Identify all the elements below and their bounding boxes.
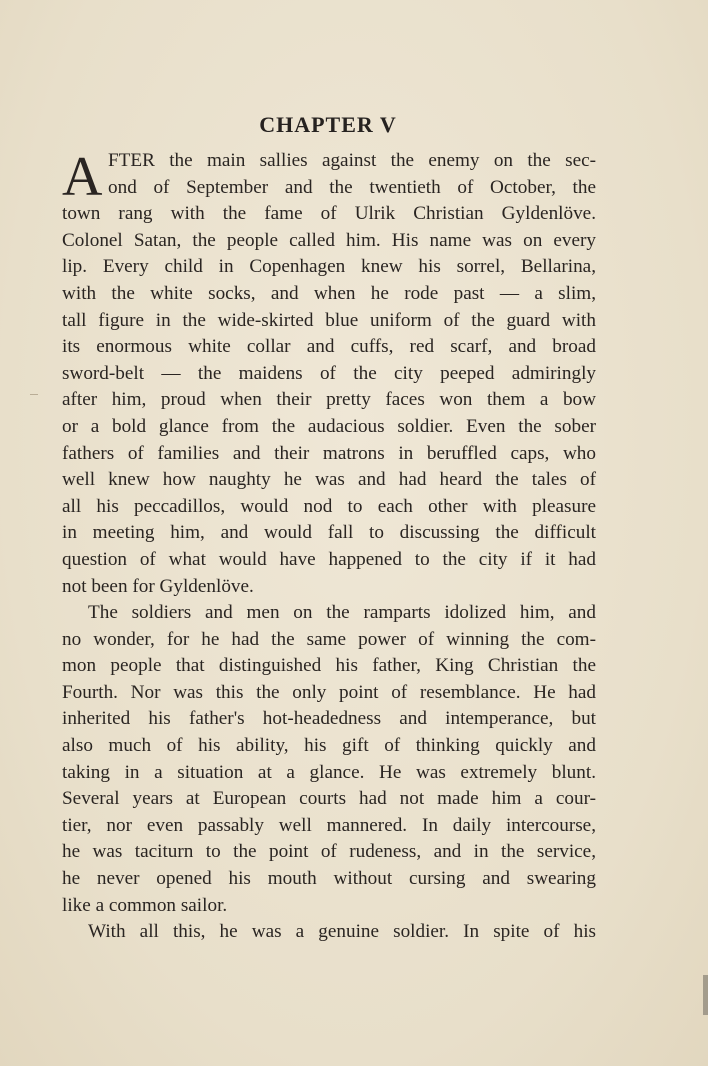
text-line: mon people that distinguished his father, King Christian the <box>62 655 596 677</box>
text-line: sword-belt — the maidens of the city peeped admiringly <box>62 362 596 384</box>
text-line: Fourth. Nor was this the only point of resemblance. He had <box>62 681 596 703</box>
text-line: or a bold glance from the audacious soldier. Even the sober <box>62 415 596 437</box>
text-line: With all this, he was a genuine soldier. In spite of his <box>88 921 596 943</box>
text-line: Several years at European courts had not made him a cour- <box>62 788 596 810</box>
text-line: tall figure in the wide-skirted blue uniform of the guard with <box>62 309 596 331</box>
page-edge-shadow <box>703 975 708 1015</box>
text-line: ond of September and the twentieth of October, the <box>108 176 596 198</box>
text-line: FTER the main sallies against the enemy on the sec- <box>108 150 596 171</box>
text-line: with the white socks, and when he rode past — a slim, <box>62 282 596 304</box>
text-line: fathers of families and their matrons in beruffled caps, who <box>62 442 596 464</box>
chapter-body <box>62 148 596 946</box>
text-line: The soldiers and men on the ramparts idolized him, and <box>88 602 596 624</box>
text-line: well knew how naughty he was and had heard the tales of <box>62 469 596 491</box>
text-line: taking in a situation at a glance. He was extremely blunt. <box>62 761 596 783</box>
drop-cap: A <box>62 146 103 208</box>
text-line: after him, proud when their pretty faces won them a bow <box>62 389 596 411</box>
text-line: also much of his ability, his gift of thinking quickly and <box>62 735 596 757</box>
text-line: question of what would have happened to the city if it had <box>62 548 596 570</box>
text-line: not been for Gyldenlöve. <box>62 575 254 597</box>
chapter-title: CHAPTER V <box>259 112 397 137</box>
text-line: all his peccadillos, would nod to each other with pleasure <box>62 495 596 517</box>
text-line: Colonel Satan, the people called him. His name was on every <box>62 229 596 251</box>
text-line: tier, nor even passably well mannered. In daily intercourse, <box>62 814 596 836</box>
text-line: lip. Every child in Copenhagen knew his sorrel, Bellarina, <box>62 256 596 278</box>
text-line: like a common sailor. <box>62 894 228 916</box>
text-line: he was taciturn to the point of rudeness, and in the service, <box>62 841 596 863</box>
text-line: town rang with the fame of Ulrik Christian Gyldenlöve. <box>62 203 596 225</box>
text-line: inherited his father's hot-headedness and intemperance, but <box>62 708 596 730</box>
page-speck <box>30 394 38 395</box>
text-line: its enormous white collar and cuffs, red scarf, and broad <box>62 336 596 358</box>
text-line: no wonder, for he had the same power of winning the com- <box>62 628 596 650</box>
text-line: in meeting him, and would fall to discussing the difficult <box>62 522 596 544</box>
text-line: he never opened his mouth without cursing and swearing <box>62 868 596 890</box>
